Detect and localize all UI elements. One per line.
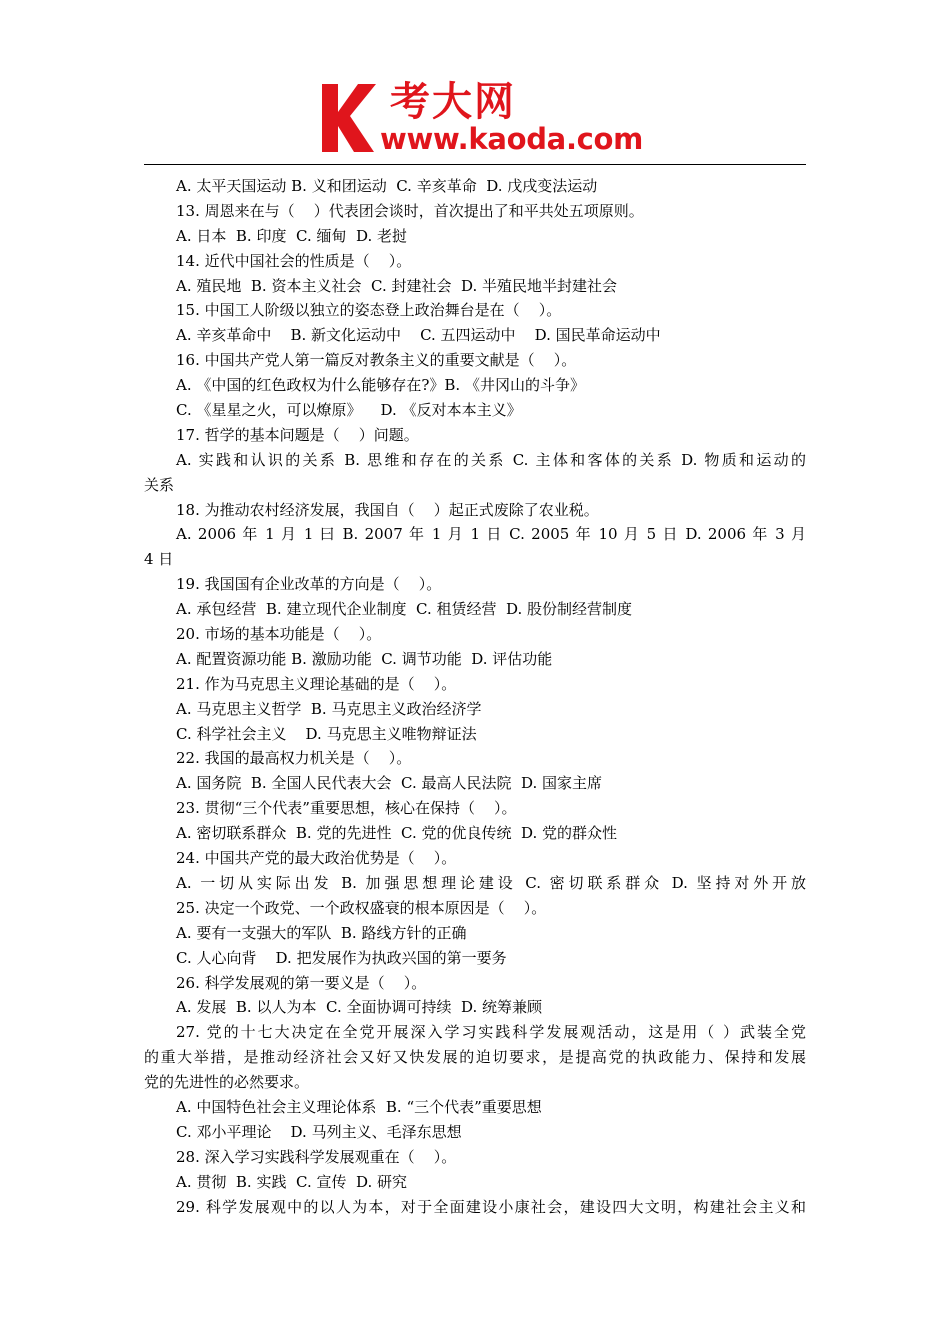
text-line: C. 《星星之火，可以燎原》 D. 《反对本本主义》 xyxy=(176,401,522,420)
text-line: A. 殖民地 B. 资本主义社会 C. 封建社会 D. 半殖民地半封建社会 xyxy=(176,276,618,295)
text-line: 16. 中国共产党人第一篇反对教条主义的重要文献是（ ）。 xyxy=(176,351,577,370)
k-logo-icon xyxy=(318,82,378,154)
text-line: 28. 深入学习实践科学发展观重在（ ）。 xyxy=(176,1147,457,1166)
text-line: 17. 哲学的基本问题是（ ）问题。 xyxy=(176,425,419,444)
text-line: A. 2006 年 1 月 1 曰 B. 2007 年 1 月 1 日 C. 2005 年 10 月 5 日 D. 2006 年 3 月 xyxy=(176,525,806,544)
exam-questions xyxy=(144,174,806,1219)
text-line: A. 太平天国运动 B. 义和团运动 C. 辛亥革命 D. 戊戌变法运动 xyxy=(176,177,598,195)
text-line: 25. 决定一个政党、一个政权盛衰的根本原因是（ ）。 xyxy=(176,898,547,917)
text-line: 27. 党的十七大决定在全党开展深入学习实践科学发展观活动，这是用（ ）武装全党 xyxy=(176,1023,806,1042)
text-line: A. 密切联系群众 B. 党的先进性 C. 党的优良传统 D. 党的群众性 xyxy=(176,824,618,843)
text-line: 14. 近代中国社会的性质是（ ）。 xyxy=(176,251,412,270)
text-line: C. 邓小平理论 D. 马列主义、毛泽东思想 xyxy=(176,1122,462,1141)
text-line: A. 发展 B. 以人为本 C. 全面协调可持续 D. 统筹兼顾 xyxy=(176,998,543,1017)
text-line: 的重大举措，是推动经济社会又好又快发展的迫切要求，是提高党的执政能力、保持和发展 xyxy=(144,1048,806,1067)
text-line: 22. 我国的最高权力机关是（ ）。 xyxy=(176,749,412,768)
text-line: 党的先进性的必然要求。 xyxy=(144,1073,310,1092)
text-line: A. 承包经营 B. 建立现代企业制度 C. 租赁经营 D. 股份制经营制度 xyxy=(176,600,633,619)
kaoda-logo[interactable] xyxy=(318,80,648,160)
text-line: 26. 科学发展观的第一要义是（ ）。 xyxy=(176,973,427,992)
text-line: 20. 市场的基本功能是（ ）。 xyxy=(176,625,382,644)
text-line: 关系 xyxy=(144,475,175,494)
text-line: 18. 为推动农村经济发展，我国自（ ）起正式废除了农业税。 xyxy=(176,500,599,519)
text-line: A. 《中国的红色政权为什么能够存在?》B. 《井冈山的斗争》 xyxy=(176,376,585,395)
text-line: C. 科学社会主义 D. 马克思主义唯物辩证法 xyxy=(176,724,477,743)
text-line: 19. 我国国有企业改革的方向是（ ）。 xyxy=(176,575,442,594)
text-line: C. 人心向背 D. 把发展作为执政兴国的第一要务 xyxy=(176,948,507,967)
text-line: A. 国务院 B. 全国人民代表大会 C. 最高人民法院 D. 国家主席 xyxy=(176,774,603,793)
text-line: A. 日本 B. 印度 C. 缅甸 D. 老挝 xyxy=(176,226,408,245)
text-line: 21. 作为马克思主义理论基础的是（ ）。 xyxy=(176,674,457,693)
text-line: 4 日 xyxy=(144,550,174,569)
text-line: A. 贯彻 B. 实践 C. 宣传 D. 研究 xyxy=(176,1172,408,1191)
text-line: 13. 周恩来在与（ ）代表团会谈时，首次提出了和平共处五项原则。 xyxy=(176,201,644,220)
text-line: A. 配置资源功能 B. 激励功能 C. 调节功能 D. 评估功能 xyxy=(176,649,553,668)
text-line: A. 实践和认识的关系 B. 思维和存在的关系 C. 主体和客体的关系 D. 物质和运动的 xyxy=(176,450,806,469)
header-divider xyxy=(144,164,806,165)
text-line: 15. 中国工人阶级以独立的姿态登上政治舞台是在（ ）。 xyxy=(176,301,562,320)
logo-chinese-name: 考大网 xyxy=(390,79,516,125)
logo-url: www.kaoda.com xyxy=(380,122,644,156)
text-line: 23. 贯彻“三个代表”重要思想，核心在保持（ ）。 xyxy=(176,799,517,818)
text-line: A. 辛亥革命中 B. 新文化运动中 C. 五四运动中 D. 国民革命运动中 xyxy=(176,326,661,345)
text-line: A. 要有一支强大的军队 B. 路线方针的正确 xyxy=(176,923,467,942)
text-line: A. 一切从实际出发 B. 加强思想理论建设 C. 密切联系群众 D. 坚持对外开放 xyxy=(176,873,806,892)
text-line: 24. 中国共产党的最大政治优势是（ ）。 xyxy=(176,849,457,868)
text-line: A. 马克思主义哲学 B. 马克思主义政治经济学 xyxy=(176,699,482,718)
text-line: 29. 科学发展观中的以人为本，对于全面建设小康社会，建设四大文明，构建社会主义和 xyxy=(176,1197,806,1216)
text-line: A. 中国特色社会主义理论体系 B. “三个代表”重要思想 xyxy=(176,1097,542,1116)
